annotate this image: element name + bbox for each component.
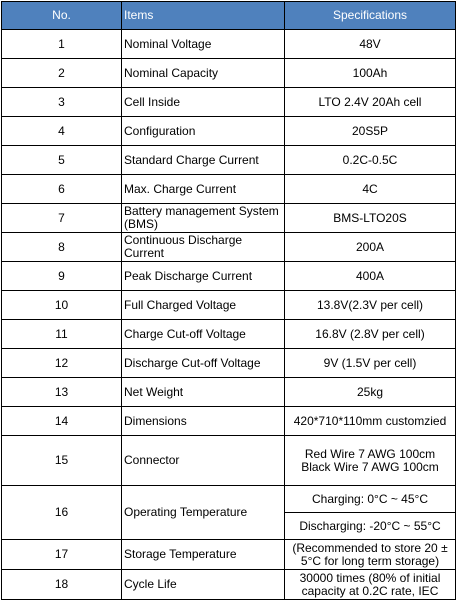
row-spec: (Recommended to store 20 ± 5°C for long term storage): [285, 540, 456, 570]
row-item: Nominal Capacity: [122, 59, 285, 88]
row-no: 7: [2, 204, 122, 233]
row-no: 17: [2, 540, 122, 570]
row-no: 10: [2, 291, 122, 320]
table-row: [2, 262, 456, 291]
row-spec: 200A: [285, 233, 456, 262]
row-spec: 420*710*110mm customzied: [285, 407, 456, 436]
row-spec: 100Ah: [285, 59, 456, 88]
table-row: [2, 88, 456, 117]
header-specs: Specifications: [285, 2, 456, 30]
table-row: [2, 30, 456, 59]
row-item: Nominal Voltage: [122, 30, 285, 59]
table-row: [2, 117, 456, 146]
row-item: Configuration: [122, 117, 285, 146]
row-spec: BMS-LTO20S: [285, 204, 456, 233]
row-item: Battery management System (BMS): [122, 204, 285, 233]
row-no: 18: [2, 570, 122, 600]
row-item: Continuous Discharge Current: [122, 233, 285, 262]
table-row: [2, 146, 456, 175]
table-row: [2, 204, 456, 233]
table-row: [2, 407, 456, 436]
row-no: 14: [2, 407, 122, 436]
row-no: 3: [2, 88, 122, 117]
row-spec: 20S5P: [285, 117, 456, 146]
row-no: 4: [2, 117, 122, 146]
spec-charging-temp: Charging: 0°C ~ 45°C: [285, 486, 456, 513]
row-spec: 0.2C-0.5C: [285, 146, 456, 175]
row-item: Storage Temperature: [122, 540, 285, 570]
table-row: [2, 436, 456, 486]
row-no: 6: [2, 175, 122, 204]
row-spec: 13.8V(2.3V per cell): [285, 291, 456, 320]
row-spec: 48V: [285, 30, 456, 59]
row-item: Discharge Cut-off Voltage: [122, 349, 285, 378]
row-spec: [285, 436, 456, 486]
row-no: 8: [2, 233, 122, 262]
row-no: 1: [2, 30, 122, 59]
spec-discharging-temp: Discharging: -20°C ~ 55°C: [285, 513, 456, 540]
header-items: Items: [122, 2, 285, 30]
header-no: No.: [2, 2, 122, 30]
connector-red-wire: Red Wire 7 AWG 100cm: [304, 446, 436, 461]
row-spec: 9V (1.5V per cell): [285, 349, 456, 378]
row-spec: 16.8V (2.8V per cell): [285, 320, 456, 349]
table-row: [2, 378, 456, 407]
row-item: Cell Inside: [122, 88, 285, 117]
row-item: Cycle Life: [122, 570, 285, 600]
row-item: Connector: [122, 436, 285, 486]
row-item: Charge Cut-off Voltage: [122, 320, 285, 349]
row-item: Full Charged Voltage: [122, 291, 285, 320]
row-no: 2: [2, 59, 122, 88]
row-item: Peak Discharge Current: [122, 262, 285, 291]
row-item: Max. Charge Current: [122, 175, 285, 204]
table-row: [2, 59, 456, 88]
row-spec: 400A: [285, 262, 456, 291]
row-no: 9: [2, 262, 122, 291]
row-spec: 25kg: [285, 378, 456, 407]
table-row: [2, 349, 456, 378]
table-row: [2, 486, 456, 513]
table-row: [2, 570, 456, 600]
table-row: [2, 291, 456, 320]
table-row: [2, 540, 456, 570]
row-item: Operating Temperature: [122, 486, 285, 540]
table-row: [2, 233, 456, 262]
row-no: 13: [2, 378, 122, 407]
connector-black-wire: Black Wire 7 AWG 100cm: [301, 459, 439, 474]
row-item: Dimensions: [122, 407, 285, 436]
row-no: 15: [2, 436, 122, 486]
row-no: 5: [2, 146, 122, 175]
row-no: 11: [2, 320, 122, 349]
row-item: Standard Charge Current: [122, 146, 285, 175]
row-item: Net Weight: [122, 378, 285, 407]
row-no: 16: [2, 486, 122, 540]
spec-table: [1, 1, 456, 600]
table-row: [2, 320, 456, 349]
row-spec: 30000 times (80% of initial capacity at 0.2C rate, IEC: [285, 570, 456, 600]
row-spec: 4C: [285, 175, 456, 204]
table-header-row: [2, 2, 456, 30]
row-spec: LTO 2.4V 20Ah cell: [285, 88, 456, 117]
row-no: 12: [2, 349, 122, 378]
table-row: [2, 175, 456, 204]
